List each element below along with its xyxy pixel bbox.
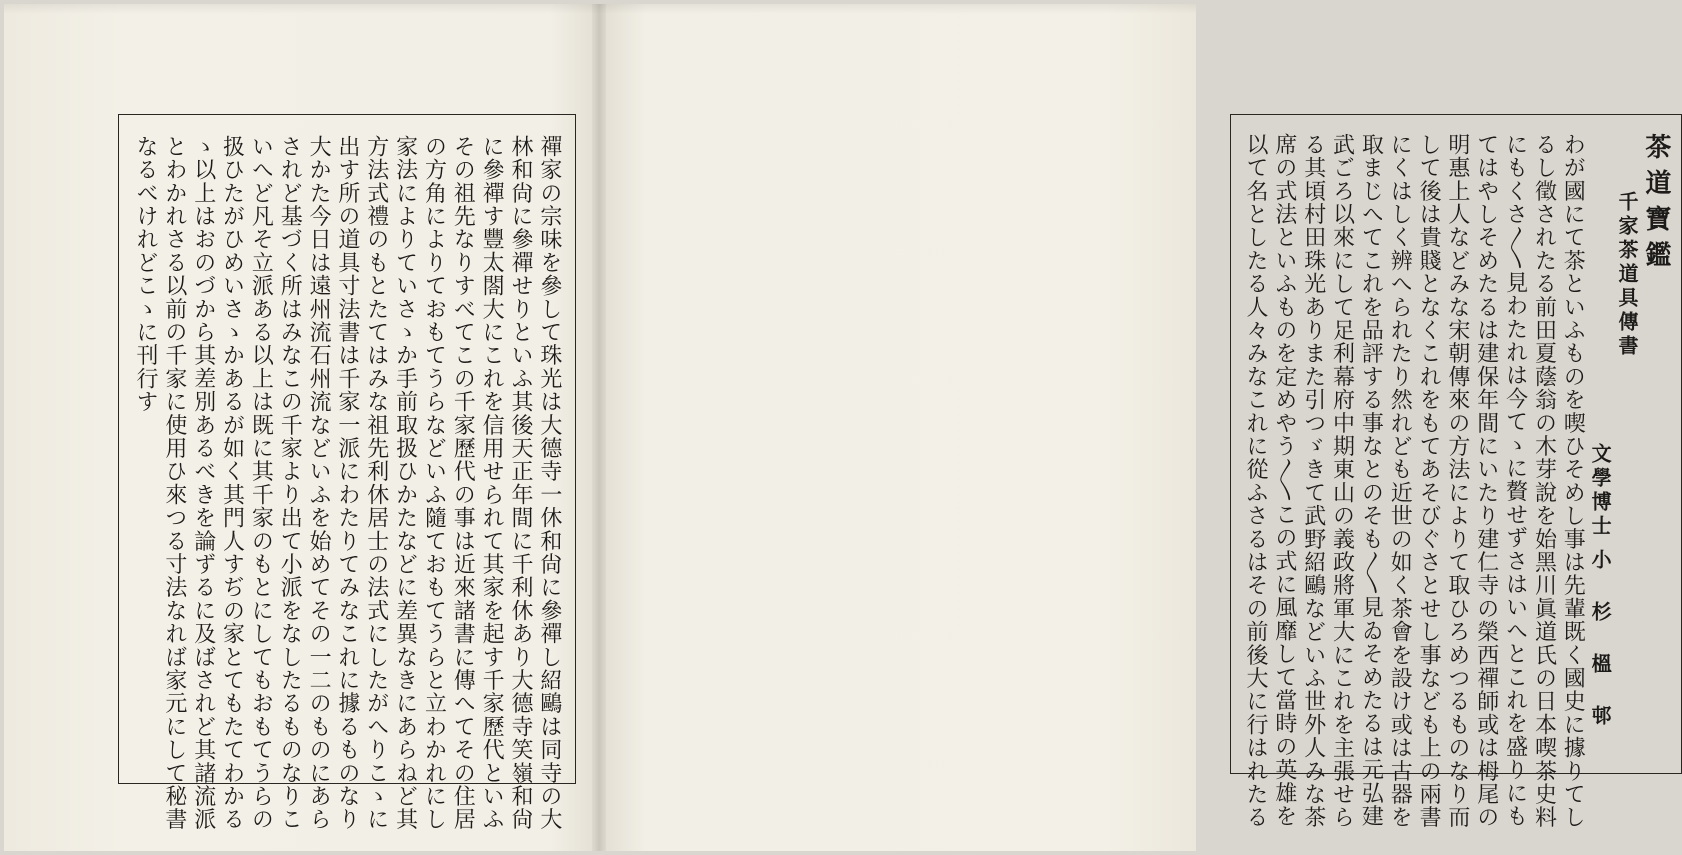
text-column: されど基づく所はみなこの千家より出て小派をなしたるものなりこ [277,135,303,831]
text-column: るし徵されたる前田夏蔭翁の木芽說を始黑川眞道氏の日本喫茶史料 [1531,133,1557,829]
text-column: 取まじへてこれを品評する事なとのそも〳〵見ゐそめたるは元弘建 [1358,133,1384,828]
text-column: とわかれさる以前の千家に使用ひ來つる寸法なれば家元にして秘書 [161,135,187,831]
text-column: 扱ひたがひめいさゝかあるが如く其門人すぢの家とてもたてわかる [219,135,245,831]
text-column: して後は貴賤となくこれをもてあそびぐさとせし事なども上の兩書 [1416,133,1442,829]
text-column: 席の式法といふものを定めやう〳〵この式に風靡して當時の英雄を [1271,133,1297,828]
text-column: 林和尙に參禪せりといふ其後天正年間に千利休あり大德寺笑嶺和尙 [507,135,533,831]
left-page [4,4,598,851]
text-column: の方角によりておもてうらなどいふ隨ておもてうらと立わかれにし [421,135,447,831]
text-column: わが國にて茶といふものを喫ひそめし事は先輩既く國史に據りてし [1560,133,1586,829]
text-column: てはやしそめたるは建保年間にいたり建仁寺の榮西禪師或は栂尾の [1473,133,1499,829]
text-column: その祖先なりすべてこの千家歷代の事は近來諸書に傳へてその住居 [450,135,476,831]
page-top-shadow [4,4,1196,14]
text-column: 禪家の宗味を參して珠光は大德寺一休和尙に參禪し紹鷗は同寺の大 [536,135,562,831]
text-column: いへど凡そ立派ある以上は既に其千家のもとにしてもおもてうらの [248,135,274,831]
text-column: なるべけれどこゝに刊行す [133,135,158,414]
book-spread [4,4,1671,851]
book-gutter [592,4,606,851]
author-line [1589,133,1611,757]
text-column: 出す所の道具寸法書は千家一派にわたりてみなこれに據るものなり [334,135,360,831]
book-title: 茶道寶鑑 [1640,133,1671,277]
right-text-frame [1230,114,1682,829]
text-column: にくはしく辨へられたり然れども近世の如く茶會を設け或は古器を [1387,133,1413,829]
text-column: 大かた今日は遠州流石州流などいふを始めてその一二のものにあら [306,135,332,831]
author-name: 小杉榲邨 [1588,549,1613,757]
text-column: る其頃村田珠光ありまた引つゞきて武野紹鷗などいふ世外人みな茶 [1300,133,1326,829]
text-column: 以て名としたる人々みなこれに從ふさるはその前後大に行はれたる [1243,133,1268,829]
left-text-columns [133,135,562,831]
text-column: 家法によりていさゝか手前取扱ひかたなどに差異なきにあらねど其 [392,135,418,831]
left-text-frame [118,114,576,831]
text-column: 武ごろ以來にして足利幕府中期東山の義政將軍大にこれを主張せら [1329,133,1355,829]
text-column: に參禪す豐太閤大にこれを信用せられて其家を起す千家歷代といふ [479,135,505,831]
right-page [598,4,1671,851]
author-degree: 文學博士 [1588,443,1613,539]
text-column: にもくさ〳〵見わたれは今てゝに贅せずさはいへとこれを盛りにも [1502,133,1528,828]
text-column: 方法式禮のもとたてはみな祖先利休居士の法式にしたがへりこゝに [363,135,389,831]
text-column: ゝ以上はおのづから其差別あるべきを論ずるに及ばされど其諸流派 [190,135,216,831]
right-text-columns [1243,133,1671,829]
text-column: 明惠上人などみな宋朝傳來の方法によりて取ひろめつるものなり而 [1444,133,1470,829]
book-subtitle: 千家茶道具傳書 [1614,191,1639,359]
